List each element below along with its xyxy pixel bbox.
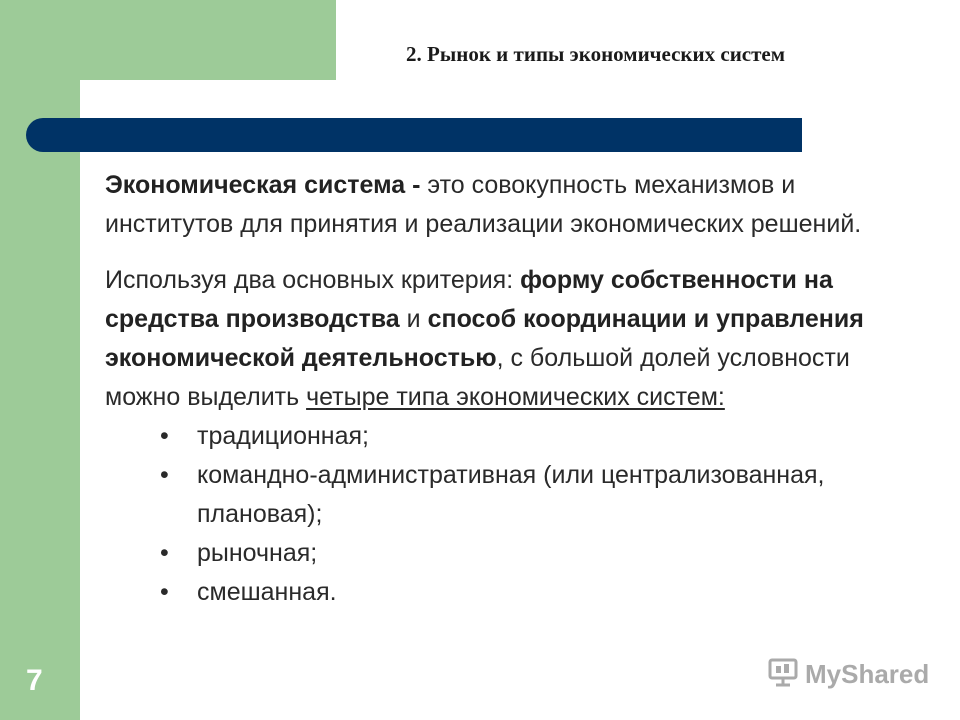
bullet-icon: •	[160, 422, 169, 450]
criteria-middle: , с большой долей условности можно выделить	[105, 344, 850, 411]
definition-paragraph	[105, 166, 925, 244]
list-item: • рыночная;	[160, 534, 925, 573]
list-item: • командно-административная (или централизованная, плановая);	[160, 456, 925, 534]
slide-title: 2. Рынок и типы экономических систем	[406, 42, 786, 66]
economic-system-types-list	[105, 417, 925, 612]
presentation-board-icon	[767, 657, 799, 692]
criteria-connector: и	[399, 305, 428, 333]
bullet-icon: •	[160, 578, 169, 606]
criteria-paragraph	[105, 261, 925, 417]
four-types-emphasis: четыре типа экономических систем:	[306, 383, 725, 411]
title-divider-bar	[26, 118, 802, 152]
list-item: • смешанная.	[160, 573, 925, 612]
bullet-icon: •	[160, 539, 169, 567]
bullet-icon: •	[160, 461, 169, 489]
list-item: • традиционная;	[160, 417, 925, 456]
left-green-strip	[0, 0, 80, 720]
slide-number: 7	[26, 664, 43, 697]
definition-term: Экономическая система -	[105, 171, 421, 199]
watermark-text: MyShared	[805, 658, 930, 689]
criteria-intro: Используя два основных критерия:	[105, 266, 521, 294]
criterion-ownership: форму собственности на средства производства	[105, 266, 833, 333]
top-green-block	[80, 0, 336, 80]
watermark-logo	[767, 656, 929, 692]
slide-content	[105, 166, 925, 612]
criterion-coordination: способ координации и управления экономической деятельностью	[105, 305, 864, 372]
definition-text: это совокупность механизмов и институтов для принятия и реализации экономических решений.	[105, 171, 862, 238]
